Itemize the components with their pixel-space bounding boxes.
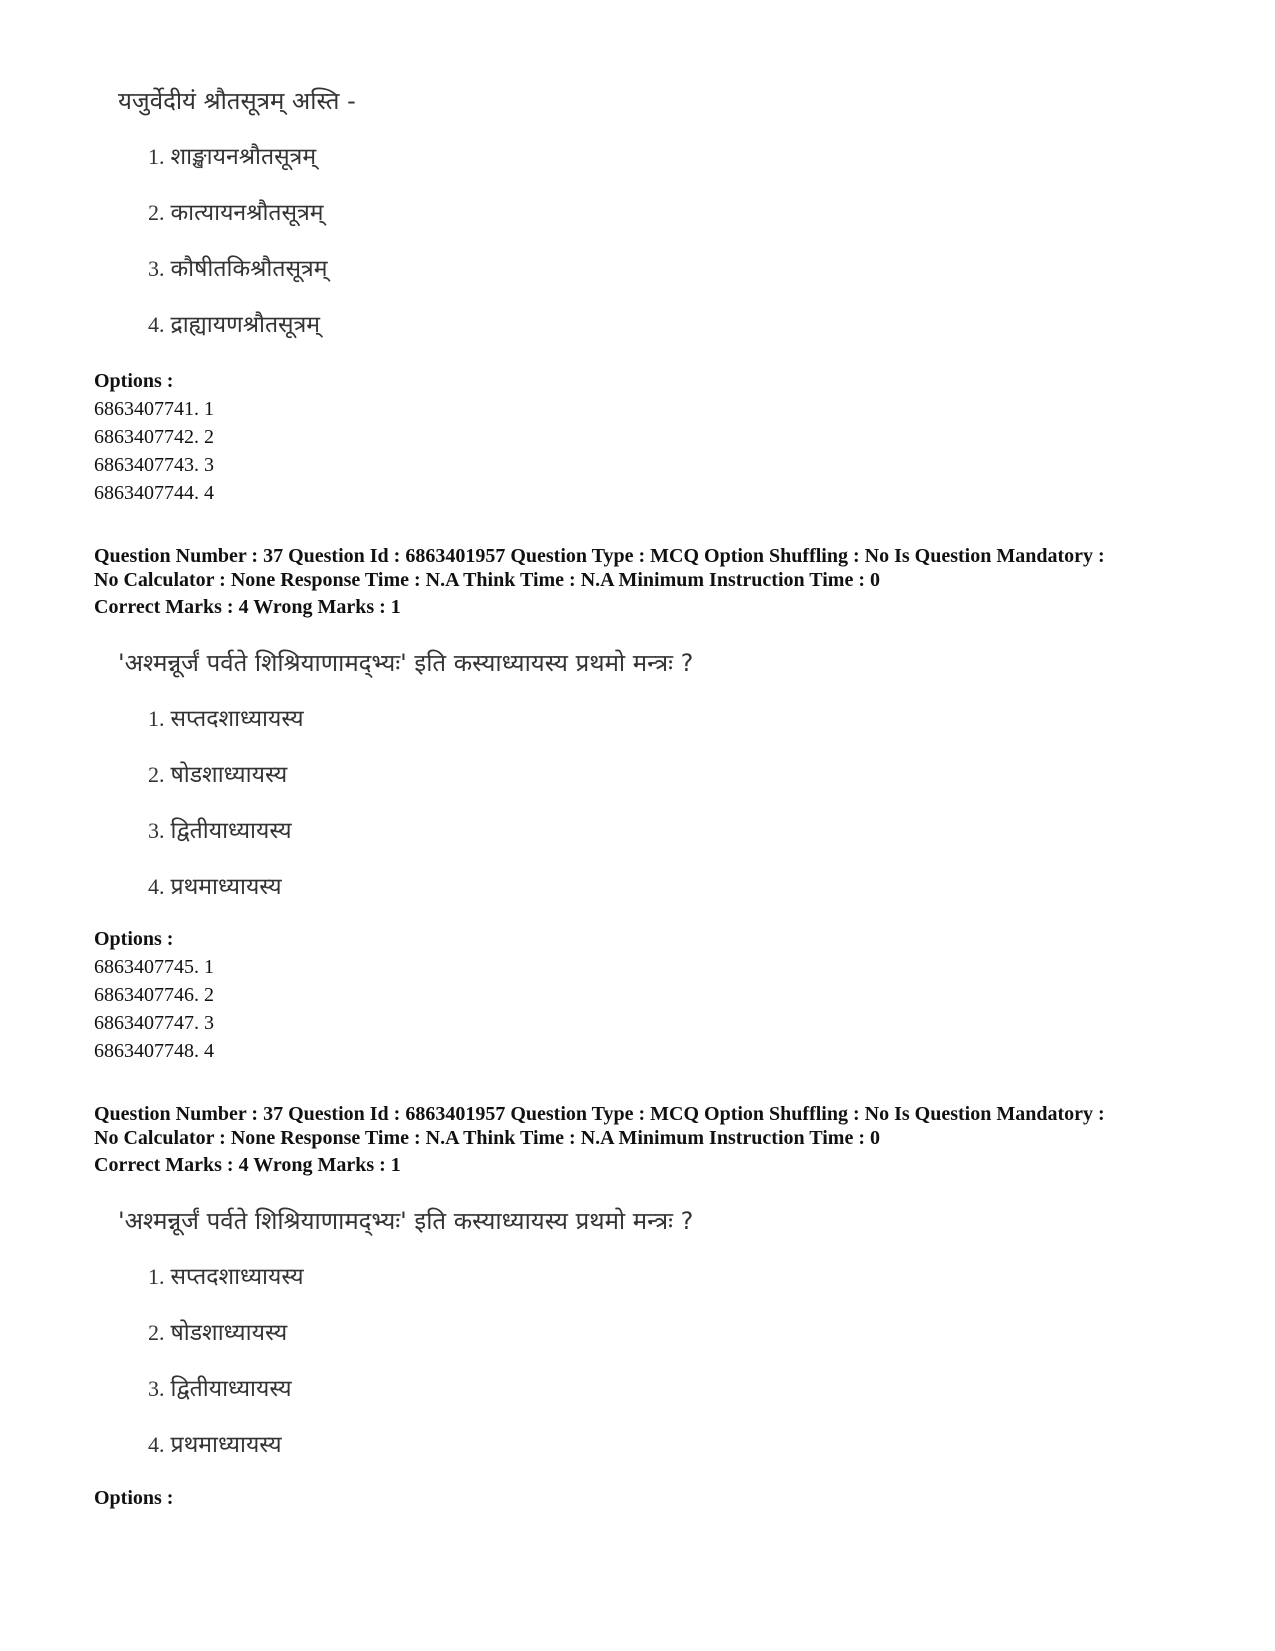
choice-text: द्राह्यायणश्रौतसूत्रम् xyxy=(170,312,321,338)
question-text: यजुर्वेदीयं श्रौतसूत्रम् अस्ति - xyxy=(118,87,356,115)
question-text: 'अश्मन्नूर्जं पर्वते शिश्रियाणामद्भ्यः' इति कस्याध्यायस्य प्रथमो मन्त्रः ? xyxy=(118,1207,694,1235)
answer-choice xyxy=(148,1430,282,1460)
question-meta xyxy=(94,544,1204,592)
marks-line: Correct Marks : 4 Wrong Marks : 1 xyxy=(94,1154,401,1176)
choice-text: शाङ्खायनश्रौतसूत्रम् xyxy=(170,144,317,170)
question-meta xyxy=(94,1102,1204,1150)
question-meta-line: Question Number : 37 Question Id : 6863401957 Question Type : MCQ Option Shuffling : No Is Question Mandatory : xyxy=(94,545,1105,567)
answer-choice xyxy=(148,198,324,228)
answer-choice xyxy=(148,310,320,340)
choice-text: षोडशाध्यायस्य xyxy=(170,1320,288,1346)
choice-number: 3. xyxy=(148,818,165,843)
choice-text: द्वितीयाध्यायस्य xyxy=(170,818,292,844)
option-id-line: 6863407747. 3 xyxy=(94,1012,214,1034)
choice-number: 2. xyxy=(148,200,165,225)
answer-choice xyxy=(148,760,287,790)
choice-text: सप्तदशाध्यायस्य xyxy=(170,1264,304,1290)
answer-choice xyxy=(148,254,327,284)
choice-text: षोडशाध्यायस्य xyxy=(170,762,288,788)
option-id-line: 6863407742. 2 xyxy=(94,426,214,448)
option-id-line: 6863407745. 1 xyxy=(94,956,214,978)
choice-number: 2. xyxy=(148,1320,165,1345)
question-meta-line: No Calculator : None Response Time : N.A Think Time : N.A Minimum Instruction Time : 0 xyxy=(94,569,880,591)
choice-number: 3. xyxy=(148,256,165,281)
marks-line: Correct Marks : 4 Wrong Marks : 1 xyxy=(94,596,401,618)
choice-text: प्रथमाध्यायस्य xyxy=(170,874,282,900)
option-id-line: 6863407741. 1 xyxy=(94,398,214,420)
choice-number: 1. xyxy=(148,144,165,169)
option-id-line: 6863407744. 4 xyxy=(94,482,214,504)
choice-number: 4. xyxy=(148,1432,165,1457)
question-meta-line: No Calculator : None Response Time : N.A Think Time : N.A Minimum Instruction Time : 0 xyxy=(94,1127,880,1149)
options-heading: Options : xyxy=(94,370,174,392)
option-id-line: 6863407748. 4 xyxy=(94,1040,214,1062)
choice-number: 1. xyxy=(148,706,165,731)
answer-choice xyxy=(148,1374,292,1404)
answer-choice xyxy=(148,1262,304,1292)
answer-choice xyxy=(148,1318,287,1348)
question-text: 'अश्मन्नूर्जं पर्वते शिश्रियाणामद्भ्यः' इति कस्याध्यायस्य प्रथमो मन्त्रः ? xyxy=(118,649,694,677)
choice-number: 4. xyxy=(148,312,165,337)
choice-number: 3. xyxy=(148,1376,165,1401)
question-meta-line: Question Number : 37 Question Id : 6863401957 Question Type : MCQ Option Shuffling : No Is Question Mandatory : xyxy=(94,1103,1105,1125)
choice-text: कौषीतकिश्रौतसूत्रम् xyxy=(170,256,328,282)
options-heading: Options : xyxy=(94,928,174,950)
answer-choice xyxy=(148,816,292,846)
options-heading: Options : xyxy=(94,1487,174,1509)
answer-choice xyxy=(148,704,304,734)
choice-number: 2. xyxy=(148,762,165,787)
choice-text: द्वितीयाध्यायस्य xyxy=(170,1376,292,1402)
choice-text: कात्यायनश्रौतसूत्रम् xyxy=(170,200,324,226)
answer-choice xyxy=(148,142,316,172)
choice-number: 1. xyxy=(148,1264,165,1289)
choice-number: 4. xyxy=(148,874,165,899)
option-id-line: 6863407743. 3 xyxy=(94,454,214,476)
answer-choice xyxy=(148,872,282,902)
choice-text: प्रथमाध्यायस्य xyxy=(170,1432,282,1458)
option-id-line: 6863407746. 2 xyxy=(94,984,214,1006)
choice-text: सप्तदशाध्यायस्य xyxy=(170,706,304,732)
